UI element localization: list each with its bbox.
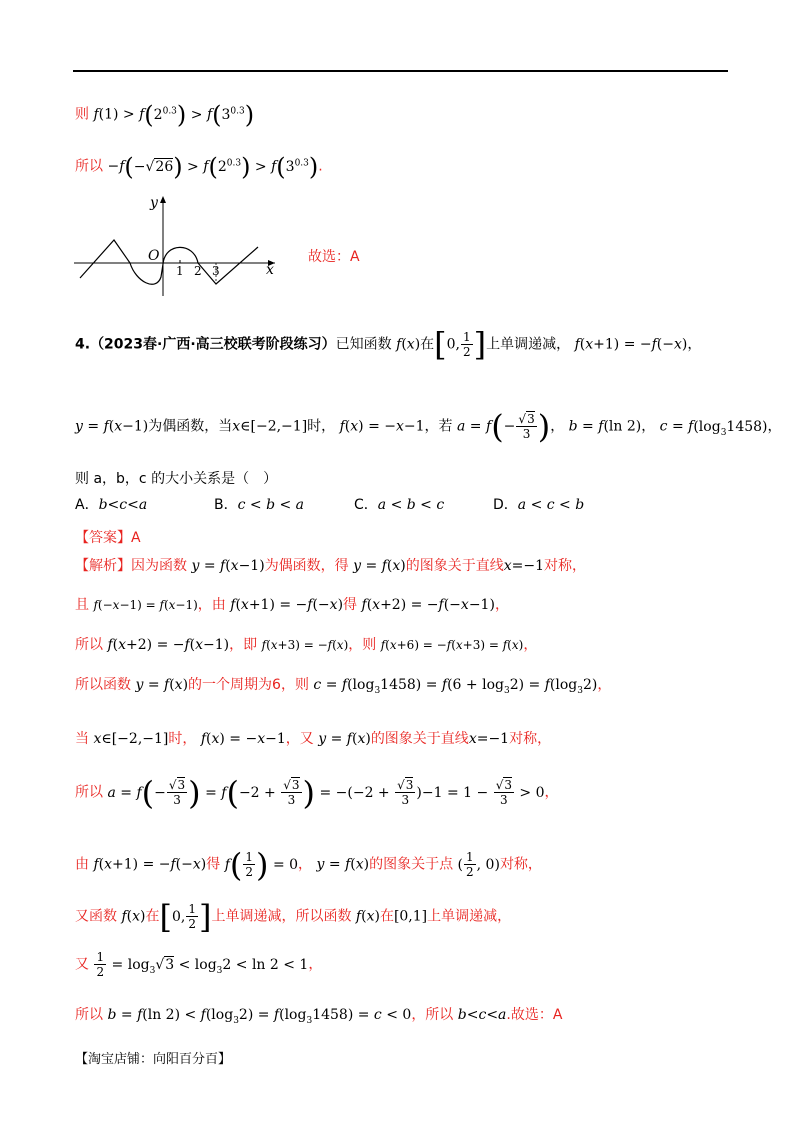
text-prefix: 所以 — [75, 158, 103, 175]
answer-tag: 【答案】A — [75, 530, 141, 546]
question-source: （2023春·广西·高三校联考阶段练习） — [90, 336, 336, 353]
sol-line-10: 所以 b = f(ln $2) < f(\log_32) = f(\log_31458) = c < 0$，所以 b<c<a.故选：A — [75, 1007, 563, 1026]
sol-text: 由 — [75, 856, 89, 873]
option-a[interactable] — [75, 494, 147, 516]
question-line-1: 4.（2023春·广西·高三校联考阶段练习）已知函数 f(x)在[0, $\frac{1}{2}$ ]上单调递减， f(x+1) = −f(−x)， — [75, 325, 702, 364]
sol-line-2: 且 f(−x−1) = f(x−1)，由 f(x+1) = −f(−x)得 f(x+2) = −f(−x−1)， — [75, 597, 509, 613]
option-value: b<c<a — [98, 497, 148, 513]
sol-line-4: 所以函数 y = f(x)的一个周期为6，则 $c = f(\log_31458) = f(6 + \log_32) = f(\log_32)$， — [75, 677, 612, 696]
option-label: C． — [354, 497, 378, 513]
sol-line-7: 由 f(x+1) = −f(−x)得 f( $\frac{1}{2}$ ) = 0， y = f(x)的图象关于点 ( $\frac{1}{2}$ , 0)对称， — [75, 845, 542, 884]
solution-line-2: 所以 $-f(-√26) > f(2^{0.3}) > f(3^{0.3})$. — [75, 152, 323, 181]
option-b[interactable] — [214, 494, 304, 516]
sol-text: 所以函数 — [75, 677, 131, 693]
function-graph — [70, 192, 290, 302]
sol-text: 又函数 — [75, 908, 117, 925]
question-text: ，若 — [424, 418, 453, 435]
sol-text: 又 — [75, 956, 89, 973]
solution-line-1: 则 $f(1) > f(2^{0.3}) > f(3^{0.3})$ — [75, 100, 255, 129]
y-axis-arrow — [160, 196, 166, 203]
options-row — [75, 494, 725, 516]
sol-line-9: 又 $\frac{1}{2}$ = $\log_3√3 < \log_32 < \ln 2 < 1$， — [75, 950, 323, 979]
x-axis-label: x — [266, 262, 274, 278]
sol-text: .故选：A — [506, 1007, 563, 1023]
sol-text: 对称， — [544, 558, 587, 574]
option-label: B． — [214, 497, 238, 513]
sol-text: ，则 — [348, 637, 377, 653]
sol-text: 当 — [75, 731, 89, 747]
footer-shop-name: 【淘宝店铺：向阳百分百】 — [75, 1052, 232, 1067]
sol-line-3: 所以 f(x+2) = −f(x−1)，即 f(x+3) = −f(x)，则 f(x+6) = −f(x+3) = f(x)， — [75, 637, 538, 653]
sol-text: ，由 — [197, 597, 226, 613]
text-prefix: 则 — [75, 106, 89, 123]
sol-text: 为偶函数，得 — [264, 558, 349, 574]
option-value: a < b < c — [377, 497, 445, 513]
question-text: 上单调递减， — [486, 336, 571, 353]
option-label: A． — [75, 497, 99, 513]
solution-tag: 【解析】 — [75, 558, 131, 574]
question-number: 4. — [75, 336, 91, 353]
question-text: 为偶函数，当 — [148, 418, 233, 435]
sol-line-6: 所以 a = f(− $\frac{√3}{3}$ ) = f(−2 + $\frac{√3}{3}$ ) = −(−2 + $\frac{√3}{3}$ )−1 = 1 − $\frac{√3}{3}$ > 0， — [75, 773, 559, 812]
sol-text: ，又 — [285, 731, 314, 747]
sol-text: 对称， — [509, 731, 552, 747]
sol-text: 所以 — [75, 637, 103, 653]
y-axis-label: y — [150, 195, 158, 211]
sol-text: 的图象关于直线 — [405, 558, 504, 574]
sol-text: 的图象关于直线 — [370, 731, 469, 747]
sol-text: ，即 — [229, 637, 258, 653]
question-line-3: 则 a，b，c 的大小关系是（ ） — [75, 471, 278, 487]
question-text: 在 — [420, 336, 435, 353]
tick-label-1: 1 — [176, 264, 184, 278]
function-curve — [80, 240, 258, 284]
graph-answer: 故选：A — [308, 249, 360, 265]
option-value: a < c < b — [517, 497, 585, 513]
sol-text: 且 — [75, 597, 89, 613]
question-text: 时， — [307, 418, 336, 435]
sol-text: 所以 — [75, 784, 103, 801]
option-value: c < b < a — [237, 497, 305, 513]
option-d[interactable] — [493, 494, 584, 516]
header-rule — [73, 70, 728, 72]
sol-text: 因为函数 — [131, 558, 187, 574]
sol-text: 所以 — [75, 1007, 103, 1023]
sol-text: 在 — [145, 908, 160, 925]
sol-text: 在 — [379, 908, 394, 925]
sol-text: 的一个周期为6，则 — [188, 677, 309, 693]
question-line-2: y = f(x−1)为偶函数，当x∈[−2,−1]时， f(x) = −x−1，若 a = f(− $\frac{√3}{3}$ )， b = f(ln 2)， $c = f(\log_31458)$， — [75, 407, 782, 446]
sol-text: 得 — [206, 856, 221, 873]
option-label: D． — [493, 497, 518, 513]
sol-line-1: 【解析】因为函数 y = f(x−1)为偶函数，得 y = f(x)的图象关于直线x=−1对称， — [75, 558, 587, 574]
sol-text: 对称， — [499, 856, 542, 873]
sol-text: 上单调递减，所以函数 — [211, 908, 352, 925]
sol-line-5: 当 x∈[−2,−1]时， f(x) = −x−1，又 y = f(x)的图象关于直线x=−1对称， — [75, 731, 552, 747]
sol-text: 时， — [168, 731, 197, 747]
origin-label: O — [148, 248, 160, 264]
question-text: 已知函数 — [335, 336, 392, 353]
sol-text: ，所以 — [411, 1007, 454, 1023]
sol-line-8: 又函数 f(x)在[0, $\frac{1}{2}$ ]上单调递减，所以函数 f(x)在[0,1]上单调递减， — [75, 897, 512, 936]
sol-text: 上单调递减， — [427, 908, 512, 925]
sol-text: 的图象关于点 — [369, 856, 454, 873]
tick-label-3: 3 — [212, 264, 220, 278]
option-c[interactable] — [354, 494, 444, 516]
sol-text: 得 — [343, 597, 358, 613]
tick-label-2: 2 — [194, 264, 202, 278]
